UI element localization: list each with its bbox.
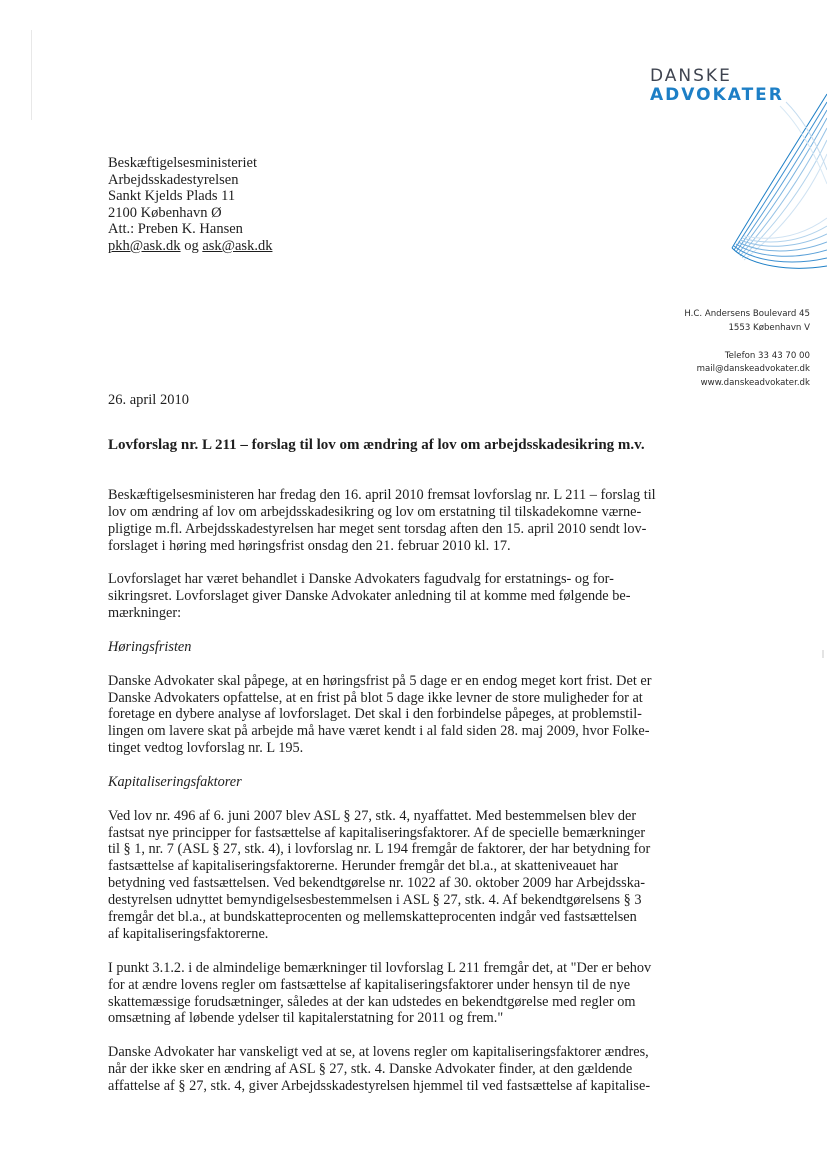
logo-text-advokater: ADVOKATER: [650, 85, 784, 105]
body-paragraph: Danske Advokater har vanskeligt ved at se, at lovens regler om kapitaliseringsfaktorer ændres, når der ikke sker en ændring af ASL § 27, stk. 4. Danske Advokater finder, at den gældende affattelse af § 27, stk. 4, giver Arbejdsskadestyrelsen hjemmel til ved fastsættelse af kapitalise-: [108, 1044, 651, 1094]
body-paragraph: Danske Advokater skal påpege, at en høringsfrist på 5 dage er en endog meget kort frist. Det er Danske Advokaters opfattelse, at en frist på blot 5 dage ikke levner de store muligheder for at foretage en dybere analyse af lovforslaget. Det skal i den forbindelse påpeges, at problemstil- lingen om lavere skat på arbejde må have været kendt i al fald siden 28. maj 2009, hvor Folke- tinget vedtog lovforslag nr. L 195.: [108, 672, 652, 757]
sender-address-line: H.C. Andersens Boulevard 45: [684, 309, 810, 319]
logo-text-danske: DANSKE: [650, 66, 732, 86]
recipient-line: Arbejdsskadestyrelsen: [108, 171, 239, 188]
sender-address-line: 1553 København V: [728, 322, 810, 333]
scan-artifact-line: [31, 30, 32, 120]
recipient-address-block: [108, 155, 272, 255]
body-paragraph: Lovforslaget har været behandlet i Danske Advokaters fagudvalg for erstatnings- og for- sikringsret. Lovforslaget giver Danske Advokater anledning til at komme med følgende be- mærkninger:: [108, 571, 631, 622]
letter-subject: Lovforslag nr. L 211 – forslag til lov om ændring af lov om arbejdsskadesikring m.v.: [108, 437, 645, 453]
body-paragraph: Ved lov nr. 496 af 6. juni 2007 blev ASL § 27, stk. 4, nyaffattet. Med bestemmelsen blev der fastsat nye principper for fastsættelse af kapitaliseringsfaktorer. Af de specielle bemærkninger til § 1, nr. 7 (ASL § 27, stk. 4), i lovforslag nr. L 194 fremgår de faktorer, der har betydning for fastsættelse af kapitaliseringsfaktorerne. Herunder fremgår det bl.a., at skatteniveauet har betydning ved fastsættelsen. Ved bekendtgørelse nr. 1022 af 30. oktober 2009 har Arbejdsska- destyrelsen udnyttet bemyndigelsesbestemmelsen i ASL § 27, stk. 4. Af bekendtgørelsens § 3 fremgår det bl.a., at bundskatteprocenten og mellemskatteprocenten indgår ved fastsættelsen af kapitaliseringsfaktorerne.: [108, 807, 651, 943]
danske-advokater-logo: [640, 66, 827, 276]
email-link-ask[interactable]: ask@ask.dk: [202, 237, 273, 254]
sender-website: www.danskeadvokater.dk: [700, 378, 810, 389]
body-paragraph: I punkt 3.1.2. i de almindelige bemærkninger til lovforslag L 211 fremgår det, at "Der er behov for at ændre lovens regler om fastsættelse af kapitaliseringsfaktorer under hensyn til de nye skattemæssige forudsætninger, således at der kan udstedes en bekendtgørelse med regler om omsætning af løbende ydelser til kapitalerstatning for 2011 og frem.": [108, 959, 652, 1027]
section-heading-horingsfristen: Høringsfristen: [108, 638, 192, 655]
section-heading-kapitaliseringsfaktorer: Kapitaliseringsfaktorer: [108, 773, 242, 790]
letter-body: [108, 487, 690, 1112]
email-separator: og: [184, 237, 199, 254]
sender-email: mail@danskeadvokater.dk: [696, 364, 810, 375]
sender-phone: Telefon 33 43 70 00: [724, 350, 810, 361]
body-paragraph: Beskæftigelsesministeren har fredag den 16. april 2010 fremsat lovforslag nr. L 211 – forslag til lov om ændring af lov om arbejdsskadesikring og lov om erstatning til tilskadekomne værne- pligtige m.fl. Arbejdsskadestyrelsen har meget sent torsdag aften den 15. april 2010 sendt lov- forslaget i høring med høringsfrist onsdag den 21. februar 2010 kl. 17.: [108, 487, 656, 554]
letter-date: 26. april 2010: [108, 392, 189, 408]
email-link-pkh[interactable]: pkh@ask.dk: [108, 237, 181, 254]
sender-contact-block: [684, 308, 810, 391]
recipient-line: Sankt Kjelds Plads 11: [108, 188, 236, 205]
recipient-emails: [108, 238, 272, 255]
scan-artifact-dot: [822, 650, 824, 658]
recipient-line: Att.: Preben K. Hansen: [108, 221, 243, 238]
recipient-line: 2100 København Ø: [108, 204, 222, 221]
recipient-line: Beskæftigelsesministeriet: [108, 155, 258, 171]
